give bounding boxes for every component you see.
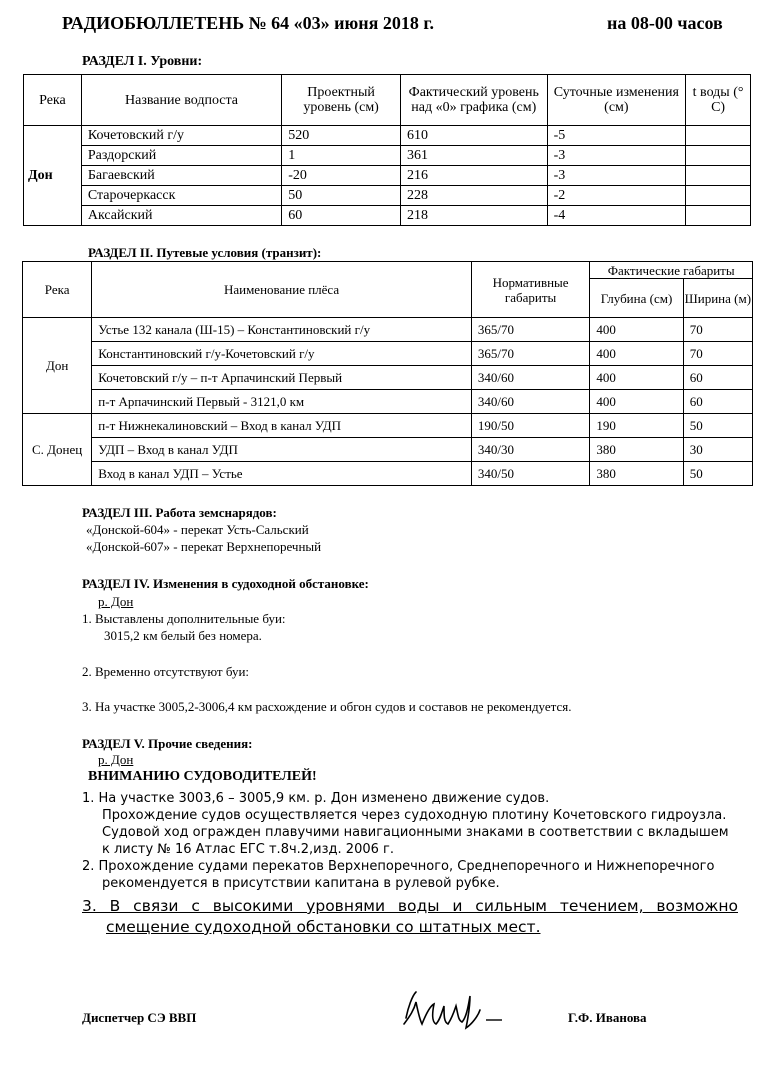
col-actual: Фактический уровень над «0» графика (см) — [400, 75, 547, 126]
dredger-line: «Донской-607» - перекат Верхнепоречный — [86, 539, 322, 554]
reach-name: Константиновский г/у-Кочетовский г/у — [92, 342, 472, 366]
depth: 400 — [590, 390, 683, 414]
design-level: -20 — [282, 166, 401, 186]
daily-change: -3 — [547, 166, 686, 186]
info-line: 1. На участке 3003,6 – 3005,9 км. р. Дон изменено движение судов. — [82, 791, 550, 806]
bulletin-title: РАДИОБЮЛЛЕТЕНЬ № 64 «03» июня 2018 г. — [62, 13, 435, 33]
change-item-detail: 3015,2 км белый без номера. — [104, 628, 262, 643]
post-name: Багаевский — [81, 166, 281, 186]
width: 50 — [683, 414, 752, 438]
actual-level: 218 — [400, 206, 547, 226]
post-name: Аксайский — [81, 206, 281, 226]
post-name: Раздорский — [81, 146, 281, 166]
table-row — [23, 438, 753, 462]
post-name: Кочетовский г/у — [81, 126, 281, 146]
col-temp: t воды (° С) — [686, 75, 751, 126]
levels-header-row — [24, 75, 751, 126]
table-row — [23, 318, 753, 342]
normative: 340/60 — [471, 390, 589, 414]
table-row — [24, 126, 751, 146]
info-item-1 — [82, 790, 729, 892]
table-row — [23, 342, 753, 366]
col-design: Проектный уровень (см) — [282, 75, 401, 126]
depth: 380 — [590, 438, 683, 462]
width: 60 — [683, 390, 752, 414]
water-temp — [686, 206, 751, 226]
width: 60 — [683, 366, 752, 390]
table-row — [24, 166, 751, 186]
dredger-line: «Донской-604» - перекат Усть-Сальский — [86, 522, 309, 537]
width: 50 — [683, 462, 752, 486]
col-width: Ширина (м) — [683, 279, 752, 318]
section4-title: РАЗДЕЛ IV. Изменения в судоходной обстановке: — [82, 576, 369, 591]
table-row — [23, 414, 753, 438]
col-river: Река — [23, 262, 92, 318]
actual-level: 610 — [400, 126, 547, 146]
col-depth: Глубина (см) — [590, 279, 683, 318]
section5-title: РАЗДЕЛ V. Прочие сведения: — [82, 736, 253, 751]
daily-change: -3 — [547, 146, 686, 166]
daily-change: -2 — [547, 186, 686, 206]
info-line: смещение судоходной обстановки со штатных мест. — [106, 918, 541, 936]
attention-heading: ВНИМАНИЮ СУДОВОДИТЕЛЕЙ! — [88, 769, 317, 784]
signature — [398, 988, 510, 1034]
col-normative: Нормативные габариты — [471, 262, 589, 318]
daily-change: -4 — [547, 206, 686, 226]
table-row — [24, 146, 751, 166]
width: 30 — [683, 438, 752, 462]
table-row — [23, 462, 753, 486]
post-name: Старочеркасск — [81, 186, 281, 206]
reach-name: Вход в канал УДП – Устье — [92, 462, 472, 486]
section3-title: РАЗДЕЛ III. Работа земснарядов: — [82, 505, 277, 520]
actual-level: 361 — [400, 146, 547, 166]
water-temp — [686, 186, 751, 206]
daily-change: -5 — [547, 126, 686, 146]
river-name: С. Донец — [23, 414, 92, 486]
river-label: р. Дон — [98, 752, 134, 767]
reach-name: УДП – Вход в канал УДП — [92, 438, 472, 462]
reach-name: п-т Арпачинский Первый - 3121,0 км — [92, 390, 472, 414]
change-item: 3. На участке 3005,2-3006,4 км расхождение и обгон судов и составов не рекомендуется. — [82, 699, 572, 714]
water-temp — [686, 166, 751, 186]
water-temp — [686, 146, 751, 166]
table-row — [24, 186, 751, 206]
reach-name: п-т Нижнекалиновский – Вход в канал УДП — [92, 414, 472, 438]
col-post: Название водпоста — [81, 75, 281, 126]
actual-level: 216 — [400, 166, 547, 186]
normative: 365/70 — [471, 342, 589, 366]
width: 70 — [683, 342, 752, 366]
reach-name: Кочетовский г/у – п-т Арпачинский Первый — [92, 366, 472, 390]
col-change: Суточные изменения (см) — [547, 75, 686, 126]
river-name: Дон — [24, 126, 82, 226]
actual-level: 228 — [400, 186, 547, 206]
depth: 190 — [590, 414, 683, 438]
water-temp — [686, 126, 751, 146]
normative: 340/30 — [471, 438, 589, 462]
table-row — [24, 206, 751, 226]
depth: 400 — [590, 366, 683, 390]
reach-name: Устье 132 канала (Ш-15) – Константиновский г/у — [92, 318, 472, 342]
design-level: 1 — [282, 146, 401, 166]
change-item: 1. Выставлены дополнительные буи: — [82, 611, 286, 626]
col-actual-dims: Фактические габариты — [590, 262, 753, 279]
transit-header-row — [23, 262, 753, 279]
normative: 340/60 — [471, 366, 589, 390]
info-line: 2. Прохождение судами перекатов Верхнепоречного, Среднепоречного и Нижнепоречного — [82, 859, 715, 874]
col-river: Река — [24, 75, 82, 126]
transit-table — [22, 261, 753, 486]
design-level: 50 — [282, 186, 401, 206]
section2-title: РАЗДЕЛ II. Путевые условия (транзит): — [88, 245, 322, 260]
section1-title: РАЗДЕЛ I. Уровни: — [82, 54, 203, 69]
design-level: 60 — [282, 206, 401, 226]
normative: 340/50 — [471, 462, 589, 486]
table-row — [23, 366, 753, 390]
river-name: Дон — [23, 318, 92, 414]
dispatcher-name: Г.Ф. Иванова — [568, 1010, 647, 1025]
design-level: 520 — [282, 126, 401, 146]
info-item-3 — [82, 896, 738, 938]
depth: 400 — [590, 318, 683, 342]
depth: 380 — [590, 462, 683, 486]
dispatcher-role: Диспетчер СЭ ВВП — [82, 1010, 197, 1025]
info-line: Прохождение судов осуществляется через судоходную плотину Кочетовского гидроузла. — [102, 808, 727, 823]
info-line: рекомендуется в присутствии капитана в рулевой рубке. — [102, 876, 500, 891]
change-item: 2. Временно отсутствуют буи: — [82, 664, 250, 679]
info-line: Судовой ход огражден плавучими навигационными знаками в соответствии с вкладышем — [102, 825, 729, 840]
width: 70 — [683, 318, 752, 342]
table-row — [23, 390, 753, 414]
info-line: 3. В связи с высокими уровнями воды и сильным течением, возможно — [82, 897, 738, 915]
info-line: к листу № 16 Атлас ЕГС т.8ч.2,изд. 2006 г. — [102, 842, 394, 857]
normative: 365/70 — [471, 318, 589, 342]
bulletin-time: на 08-00 часов — [607, 13, 723, 33]
depth: 400 — [590, 342, 683, 366]
levels-table — [23, 74, 751, 226]
normative: 190/50 — [471, 414, 589, 438]
river-label: р. Дон — [98, 594, 134, 609]
col-reach: Наименование плёса — [92, 262, 472, 318]
